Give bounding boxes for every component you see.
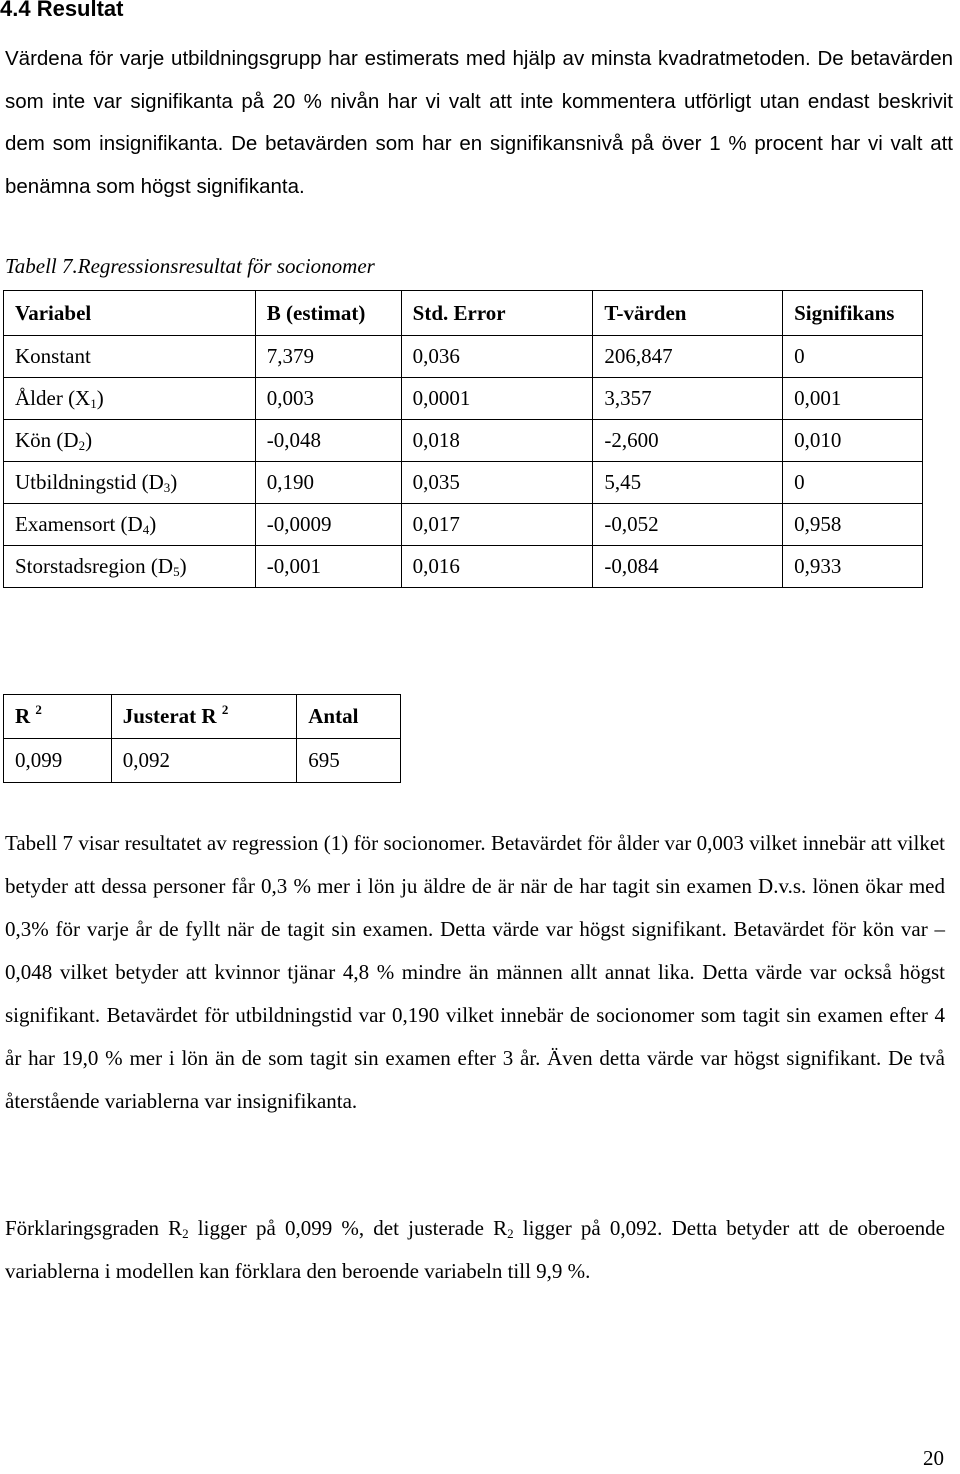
row-label: Konstant [4,336,256,378]
table-cell: 0,010 [783,420,923,462]
header-cell: Std. Error [401,291,593,336]
intro-paragraph [5,38,953,208]
table-cell: 0,035 [401,462,593,504]
header-cell: B (estimat) [255,291,401,336]
table-cell: 3,357 [593,378,783,420]
table-header-row [4,291,923,336]
table-cell: 5,45 [593,462,783,504]
results-paragraph [5,822,945,1123]
table-cell: -0,048 [255,420,401,462]
table-row [4,462,923,504]
header-cell: T-värden [593,291,783,336]
intro-text: Värdena för varje utbildningsgrupp har estimerats med hjälp av minsta kvadratmetoden. De betavärden som inte var signifikanta på 20 % nivån har vi valt att inte kommentera utförligt utan endast beskrivit dem som insignifikanta. De betavärden som har en signifikansnivå på över 1 % procent har vi valt att benämna som högst signifikanta. [5,47,953,198]
header-cell: R $^2$ [4,695,112,739]
table-cell: 0,003 [255,378,401,420]
table-row [4,420,923,462]
row-label: Kön $(D_2)$ [4,420,256,462]
table-cell: 0,190 [255,462,401,504]
table-header-row [4,695,401,739]
fit-statistics-table [3,694,401,783]
table-cell: 0 [783,462,923,504]
table-cell: 0,018 [401,420,593,462]
table-row [4,378,923,420]
table-caption: Tabell 7.Regressionsresultat för socionomer [5,254,375,278]
table-cell: 0,001 [783,378,923,420]
table-cell: 7,379 [255,336,401,378]
table-cell: 0 [783,336,923,378]
regression-table [3,290,923,588]
table-cell: -0,084 [593,546,783,588]
table-cell: -0,052 [593,504,783,546]
table-cell: 0,036 [401,336,593,378]
table-row [4,739,401,783]
header-cell: Variabel [4,291,256,336]
explained-variance-paragraph [5,1207,945,1293]
row-label: Utbildningstid $(D_3)$ [4,462,256,504]
row-label: Examensort $(D_4)$ [4,504,256,546]
table-cell: 0,092 [111,739,297,783]
table-cell: 695 [297,739,401,783]
table-cell: -0,0009 [255,504,401,546]
table-cell: 206,847 [593,336,783,378]
table-cell: 0,0001 [401,378,593,420]
table-row [4,546,923,588]
header-cell: Antal [297,695,401,739]
table-cell: -0,001 [255,546,401,588]
page-number: 20 [923,1446,944,1470]
table-cell: 0,017 [401,504,593,546]
header-cell: Justerat R $^2$ [111,695,297,739]
table-cell: 0,016 [401,546,593,588]
row-label: Ålder $(X_1)$ [4,378,256,420]
results-text: Tabell 7 visar resultatet av regression (1) för socionomer. Betavärdet för ålder var 0,003 vilket innebär att vilket betyder att dessa personer får 0,3 % mer i lön ju äldre de är när de har tagit sin examen D.v.s. lönen ökar med 0,3% för varje år de fyllt när de tagit sin examen. Detta värde var högst signifikant. Betavärdet för kön var –0,048 vilket betyder att kvinnor tjänar 4,8 % mindre än männen allt annat lika. Detta värde var också högst signifikant. Betavärdet för utbildningstid var 0,190 vilket innebär de socionomer som tagit sin examen efter 4 år har 19,0 % mer i lön än de som tagit sin examen efter 3 år. Även detta värde var högst signifikant. De två återstående variablerna var insignifikanta. [5,831,945,1113]
table-row [4,336,923,378]
header-cell: Signifikans [783,291,923,336]
table-cell: 0,958 [783,504,923,546]
table-row [4,504,923,546]
explained-variance-text: Förklaringsgraden $R_2$ ligger på 0,099 %, det justerade $R_2$ ligger på 0,092. Detta betyder att de oberoende variablerna i modellen kan förklara den beroende variabeln till 9,9 %. [5,1216,945,1283]
table-cell: 0,933 [783,546,923,588]
table-cell: -2,600 [593,420,783,462]
section-heading: 4.4 Resultat [0,0,124,21]
row-label: Storstadsregion $(D_5)$ [4,546,256,588]
table-cell: 0,099 [4,739,112,783]
